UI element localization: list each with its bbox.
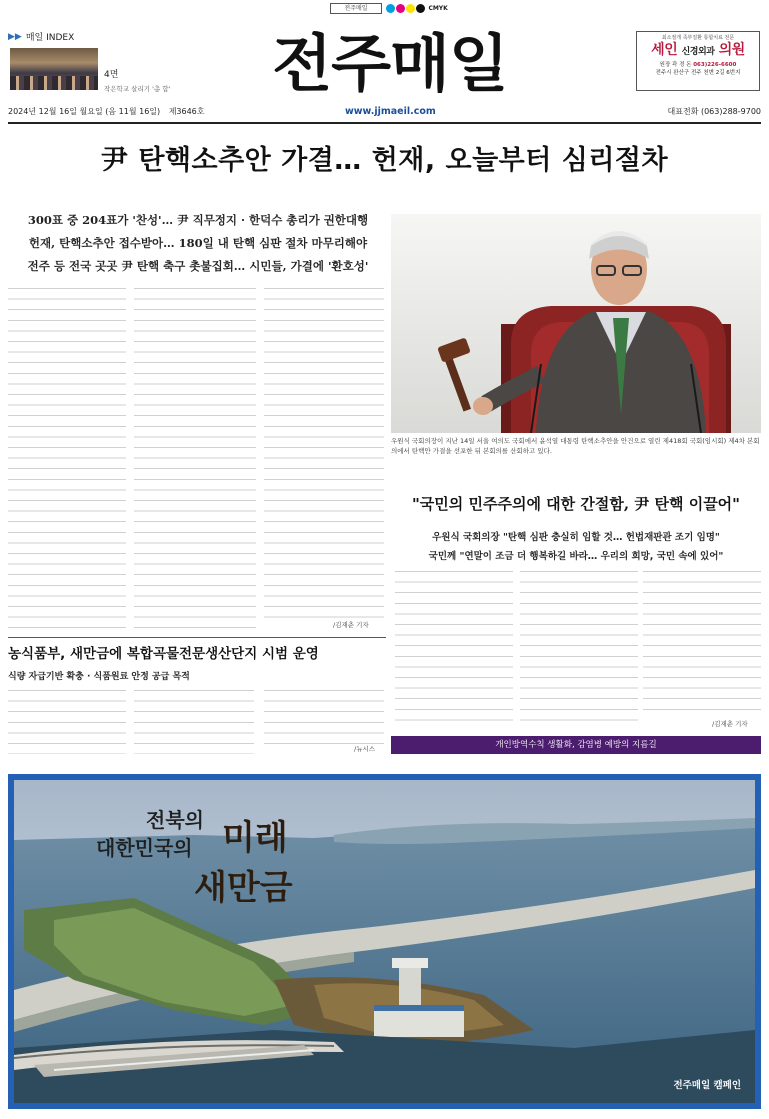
issue-date: 2024년 12월 16일 월요일 (음 11월 16일) (8, 107, 161, 116)
quote-body-column-1 (395, 571, 513, 729)
speaker-quote-subhead-1: 우원식 국회의장 "탄핵 심판 충실히 임할 것… 헌법재판관 조기 임명" (432, 532, 720, 543)
index-box[interactable] (8, 30, 223, 110)
saemangeum-byline: /뉴시스 (354, 745, 376, 753)
dateline (8, 104, 761, 120)
lead-headline[interactable]: 尹 탄핵소추안 가결… 헌재, 오늘부터 심리절차 (100, 145, 669, 176)
speaker-quote-headline[interactable]: "국민의 민주주의에 대한 간절함, 尹 탄핵 이끌어" (411, 495, 740, 513)
saemangeum-body-column-3 (264, 690, 384, 744)
photo-caption: 우원식 국회의장이 지난 14일 서울 여의도 국회에서 윤석열 대통령 탄핵소추안을 안건으로 열린 제418회 국회(임시회) 제4차 본회의에서 탄핵안 가결을 선포한 뒤 본회의를 산회하고 있다. (391, 437, 760, 455)
site-url-link[interactable]: www.jjmaeil.com (345, 106, 436, 117)
saemangeum-body-column-2 (134, 690, 254, 754)
health-campaign-band: 개인방역수칙 생활화, 감염병 예방의 지름길 (391, 736, 761, 754)
speaker-gavel-illustration (391, 214, 761, 433)
lead-byline: /김재춘 기자 (333, 621, 369, 629)
index-title-label: 매일 INDEX (25, 33, 75, 43)
ad-tagline: 최소절개 족부질환 통합치료 전문 (661, 35, 735, 41)
lead-photo[interactable] (391, 214, 761, 433)
index-page-number: 4면 (104, 70, 119, 80)
campaign-signature: 전주매일 캠페인 (673, 1080, 741, 1091)
campaign-line-4: 새만금 (194, 868, 293, 908)
lead-subhead-2: 헌재, 탄핵소추안 접수받아… 180일 내 탄핵 심판 절차 마무리해야 (28, 236, 368, 250)
ad-director: 원장 곽 경 돈 (659, 62, 692, 68)
masthead-rule (8, 122, 761, 124)
quote-body-column-3 (643, 571, 761, 719)
lead-body-column-1 (8, 288, 126, 630)
triangle-icon: ▶▶ (8, 31, 22, 42)
saemangeum-body-column-1 (8, 690, 126, 754)
saemangeum-article-headline[interactable]: 농식품부, 새만금에 복합곡물전문생산단지 시범 운영 (8, 646, 319, 662)
cmyk-label: CMYK (428, 5, 448, 12)
ad-title (640, 41, 756, 61)
ad-phone: 063)226-6600 (693, 62, 737, 68)
speaker-quote-subhead-2: 국민께 "연말이 조금 더 행복하길 바라… 우리의 희망, 국민 속에 있어" (428, 551, 724, 562)
quote-byline: /김재춘 기자 (712, 720, 748, 728)
lead-body-column-3 (264, 288, 384, 620)
section-divider (8, 637, 386, 638)
campaign-line-3: 미래 (222, 818, 288, 858)
index-caption: 작은학교 살리기 '총 합' (104, 85, 171, 93)
ad-clinic: 신경외과 (681, 47, 715, 57)
registration-mark: 전주매일 (330, 3, 382, 14)
ad-name: 세인 (651, 42, 678, 58)
ad-contact (640, 61, 756, 69)
ad-address: 전주시 완산구 전주 천변 2길 6번지 (655, 70, 741, 76)
seawall-aerial-illustration (14, 780, 755, 1103)
campaign-line-1: 전북의 (146, 808, 204, 832)
campaign-line-2: 대한민국의 (96, 836, 193, 860)
quote-body-column-2 (520, 571, 638, 729)
newspaper-masthead[interactable]: 전주매일 (272, 27, 508, 100)
saemangeum-article-subhead: 식량 자급기반 확충 · 식품원료 안정 공급 목적 (8, 672, 190, 682)
main-phone: 대표전화 (063)288-9700 (667, 107, 761, 116)
lead-subhead-1: 300표 중 204표가 '찬성'… 尹 직무정지 · 한덕수 총리가 권한대행 (27, 213, 369, 227)
saemangeum-campaign-ad[interactable] (8, 774, 761, 1109)
clinic-ad[interactable] (636, 31, 760, 91)
cmyk-mark (386, 3, 448, 14)
ad-clinic2: 의원 (718, 42, 745, 58)
lead-body-column-2 (134, 288, 256, 630)
issue-number: 제3646호 (168, 107, 205, 116)
lead-subhead-3: 전주 등 전국 곳곳 尹 탄핵 축구 촛불집회… 시민들, 가결에 '환호성' (27, 259, 369, 273)
index-thumbnail[interactable] (10, 48, 98, 90)
index-title (8, 30, 223, 43)
